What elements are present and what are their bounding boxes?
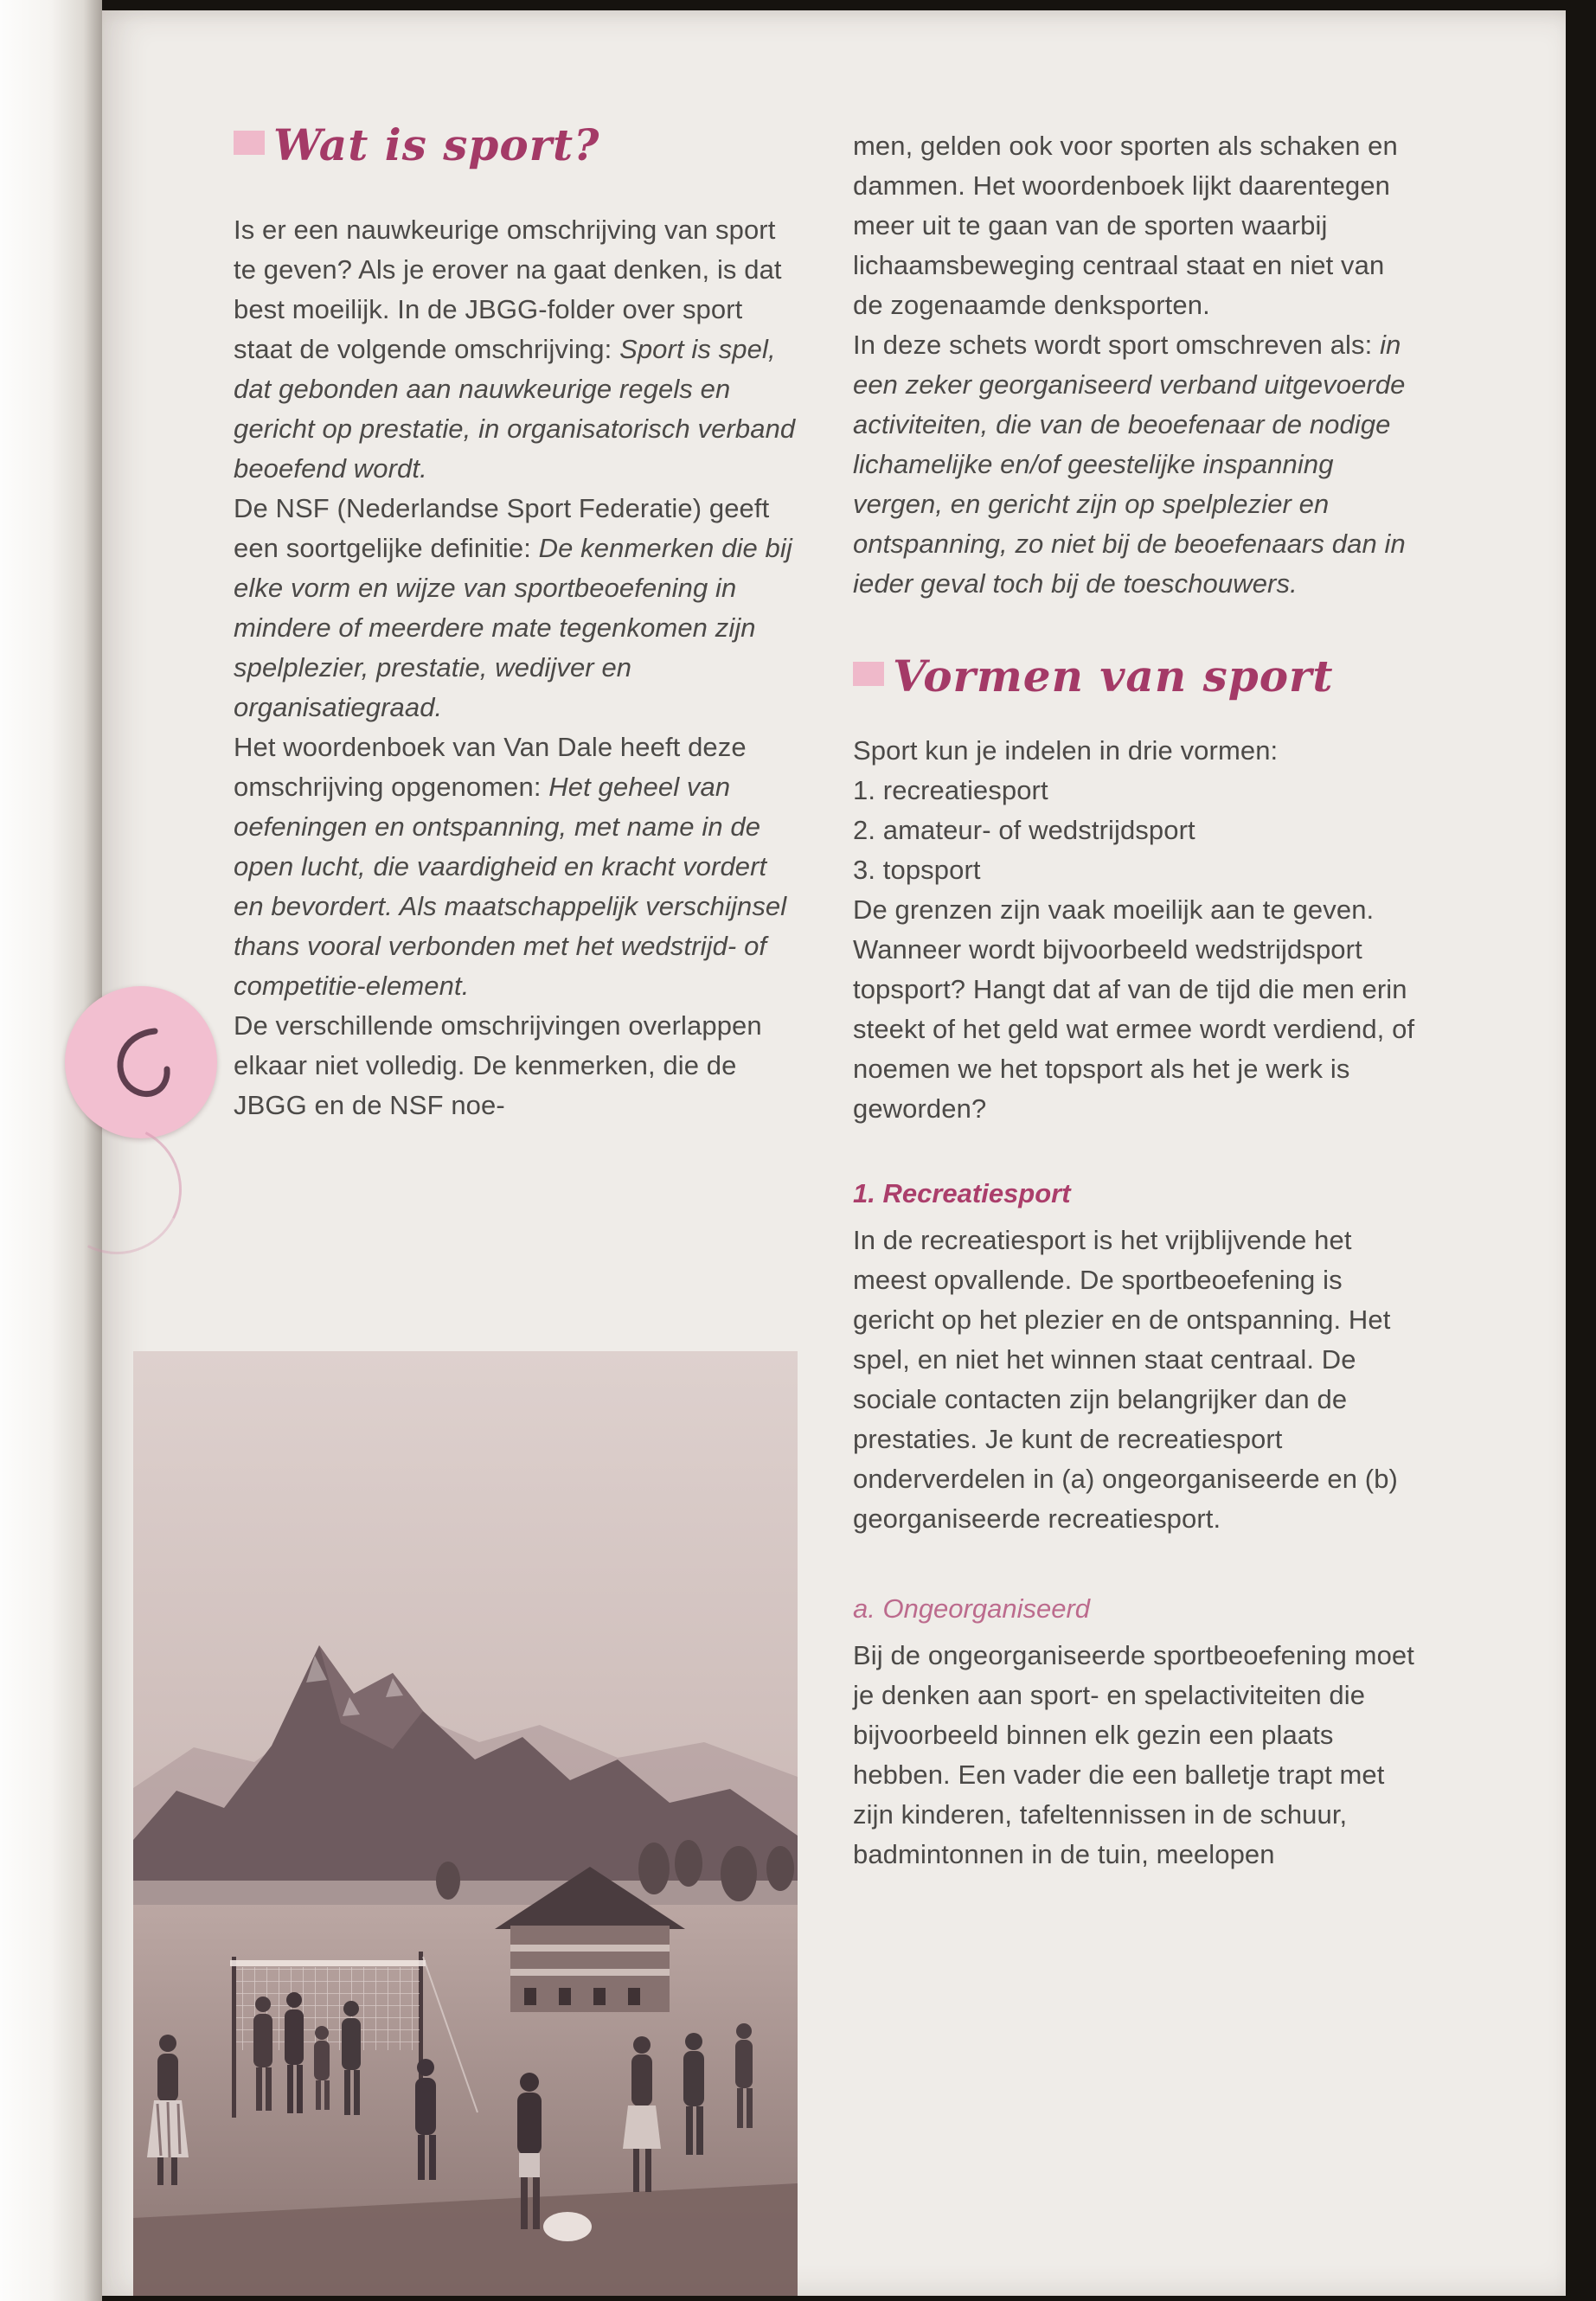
photo-illustration <box>133 1351 798 2296</box>
book-page <box>102 10 1566 2296</box>
text-segment: In deze schets wordt sport omschreven als: <box>853 330 1381 360</box>
forms-list-item: 3. topsport <box>853 855 981 885</box>
subsection-heading-recreatiesport: 1. Recreatiesport <box>853 1178 1071 1208</box>
heading-bullet-square <box>853 662 884 686</box>
text-segment: Het woordenboek van Van Dale heeft deze omschrijving opgenomen: <box>234 732 747 802</box>
text-segment-italic: Het geheel van oefeningen en ontspanning, met name in de open lucht, die vaardigheid en kracht vordert en bevordert. Als maatschappelijk verschijnsel thans vooral verbonden met het wedstrijd- of competitie-element. <box>234 772 787 1001</box>
tab-letter-mark <box>65 986 217 1138</box>
section-heading-wat-is-sport <box>234 119 798 170</box>
right-column-body-text <box>853 126 1417 604</box>
text-segment: men, gelden ook voor sporten als schaken en dammen. Het woordenboek lijkt daarentegen meer uit te gaan van de sporten waarbij lichaamsbeweging centraal staat en niet van de zogenaamde denksporten. <box>853 131 1398 320</box>
page-tab-marker <box>65 986 217 1138</box>
section-heading-vormen-van-sport <box>853 651 1417 702</box>
heading-bullet-square <box>234 131 265 155</box>
text-segment: De NSF (Nederlandse Sport Federatie) geeft een soortgelijke definitie: <box>234 493 770 563</box>
heading-text: Vormen van sport <box>893 651 1334 702</box>
right-column <box>853 126 1417 1875</box>
text-segment-italic: Sport is spel, dat gebonden aan nauwkeurige regels en gericht op prestatie, in organisatorisch verband beoefend wordt. <box>234 334 796 484</box>
sport-forms-block <box>853 731 1417 1129</box>
left-column-body-text <box>234 210 798 1125</box>
heading-text: Wat is sport? <box>273 119 600 170</box>
subsection-heading-ongeorganiseerd: a. Ongeorganiseerd <box>853 1593 1091 1624</box>
text-segment-italic: De kenmerken die bij elke vorm en wijze van sportbeoefening in mindere of meerdere mate tegenkomen zijn spelplezier, prestatie, wedijver en organisatiegraad. <box>234 533 792 722</box>
text-segment: Is er een nauwkeurige omschrijving van sport te geven? Als je erover na gaat denken, is dat best moeilijk. In de JBGG-folder over sport staat de volgende omschrijving: <box>234 215 782 364</box>
ongeorganiseerd-text: Bij de ongeorganiseerde sportbeoefening moet je denken aan sport- en spelactiviteiten die bijvoorbeeld binnen elk gezin een plaats hebben. Een vader die een balletje trapt met zijn kinderen, tafeltennissen in de schuur, badmintonnen in de tuin, meelopen <box>853 1640 1414 1869</box>
text-segment: De verschillende omschrijvingen overlappen elkaar niet volledig. De kenmerken, die de JBGG en de NSF noe- <box>234 1010 762 1120</box>
forms-list-item: 1. recreatiesport <box>853 775 1048 805</box>
forms-intro: Sport kun je indelen in drie vormen: <box>853 735 1279 766</box>
recreatiesport-text: In de recreatiesport is het vrijblijvende het meest opvallende. De sportbeoefening is gericht op het plezier en de ontspanning. Het spel, en niet het winnen staat centraal. De sociale contacten zijn belangrijker dan de prestaties. Je kunt de recreatiesport onderverdelen in (a) ongeorganiseerde en (b) georganiseerde recreatiesport. <box>853 1225 1398 1534</box>
left-column <box>234 119 798 1125</box>
forms-text: De grenzen zijn vaak moeilijk aan te geven. Wanneer wordt bijvoorbeeld wedstrijdsport topsport? Hangt dat af van de tijd die men erin steekt of het geld wat ermee wordt verdiend, of noemen we het topsport als het je werk is geworden? <box>853 894 1415 1124</box>
photo-volleyball-mountains <box>133 1351 798 2296</box>
text-segment-italic: in een zeker georganiseerd verband uitgevoerde activiteiten, die van de beoefenaar de nodige lichamelijke en/of geestelijke inspanning vergen, en gericht zijn op spelplezier en ontspanning, zo niet bij de beoefenaars dan in ieder geval toch bij de toeschouwers. <box>853 330 1406 599</box>
forms-list-item: 2. amateur- of wedstrijdsport <box>853 815 1195 845</box>
